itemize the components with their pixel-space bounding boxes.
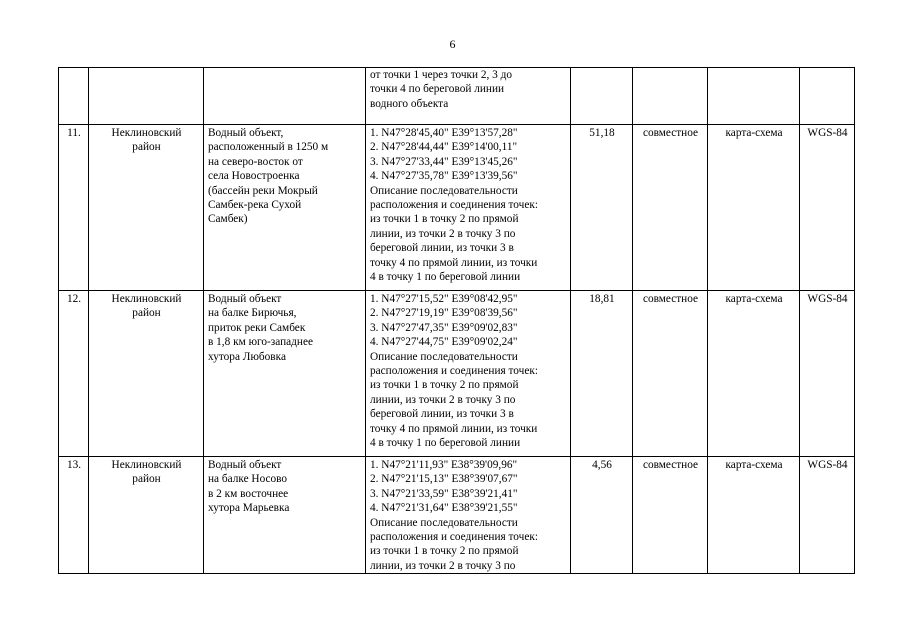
coords-cell bbox=[366, 125, 571, 291]
coords-line: расположения и соединения точек: bbox=[370, 531, 538, 544]
coords-line: расположения и соединения точек: bbox=[370, 199, 538, 212]
water-objects-table bbox=[58, 67, 855, 574]
coords-line: Описание последовательности bbox=[370, 184, 518, 197]
object-line: в 2 км восточнее bbox=[208, 487, 289, 500]
coords-line: точку 4 по прямой линии, из точки bbox=[370, 256, 538, 269]
coords-line: 4 в точку 1 по береговой линии bbox=[370, 271, 521, 284]
coords-line: точки 4 по береговой линии bbox=[370, 83, 505, 96]
map-type-cell: карта-схема bbox=[708, 291, 800, 457]
object-line: приток реки Самбек bbox=[208, 321, 306, 334]
table-row bbox=[59, 457, 855, 574]
coords-line: 2. N47°28'44,44" E39°14'00,11" bbox=[370, 141, 518, 154]
table-row bbox=[59, 291, 855, 457]
num-cell bbox=[59, 68, 89, 125]
object-line: Самбек-река Сухой bbox=[208, 199, 302, 212]
object-cell bbox=[204, 125, 366, 291]
row-number: 12. bbox=[59, 291, 89, 457]
coords-line: линии, из точки 2 в точку 3 по bbox=[370, 559, 516, 572]
coords-line: из точки 1 в точку 2 по прямой bbox=[370, 213, 519, 226]
coords-line: расположения и соединения точек: bbox=[370, 365, 538, 378]
row-number: 13. bbox=[59, 457, 89, 574]
coords-line: точку 4 по прямой линии, из точки bbox=[370, 422, 538, 435]
use-type-cell: совместное bbox=[633, 125, 708, 291]
district-line: район bbox=[132, 141, 161, 154]
coords-cell bbox=[366, 457, 571, 574]
district-cell bbox=[89, 68, 204, 125]
object-line: Водный объект, bbox=[208, 127, 284, 139]
coords-line: 1. N47°28'45,40" E39°13'57,28" bbox=[370, 127, 518, 139]
coords-line: 4 в точку 1 по береговой линии bbox=[370, 437, 521, 450]
coords-line: 2. N47°27'19,19" E39°08'39,56" bbox=[370, 307, 518, 320]
use-type-cell: совместное bbox=[633, 457, 708, 574]
coords-line: из точки 1 в точку 2 по прямой bbox=[370, 545, 519, 558]
use-type-cell bbox=[633, 68, 708, 125]
system-cell: WGS-84 bbox=[800, 457, 855, 574]
table-row bbox=[59, 125, 855, 291]
coords-line: 1. N47°27'15,52" E39°08'42,95" bbox=[370, 293, 518, 305]
area-cell bbox=[571, 68, 633, 125]
coords-line: Описание последовательности bbox=[370, 350, 518, 363]
coords-line: 3. N47°27'47,35" E39°09'02,83" bbox=[370, 321, 518, 334]
area-cell: 51,18 bbox=[571, 125, 633, 291]
coords-line: Описание последовательности bbox=[370, 516, 518, 529]
map-type-cell: карта-схема bbox=[708, 125, 800, 291]
coords-line: 4. N47°21'31,64" E38°39'21,55" bbox=[370, 502, 518, 515]
system-cell: WGS-84 bbox=[800, 125, 855, 291]
coords-line: 3. N47°21'33,59" E38°39'21,41" bbox=[370, 487, 518, 500]
coords-line: береговой линии, из точки 3 в bbox=[370, 408, 514, 421]
row-number: 11. bbox=[59, 125, 89, 291]
object-line: села Новостроенка bbox=[208, 170, 300, 183]
object-line: Водный объект bbox=[208, 293, 282, 305]
map-type-cell bbox=[708, 68, 800, 125]
district-cell bbox=[89, 125, 204, 291]
object-line: Водный объект bbox=[208, 459, 282, 471]
coords-line: 3. N47°27'33,44" E39°13'45,26" bbox=[370, 155, 518, 168]
object-line: расположенный в 1250 м bbox=[208, 141, 329, 154]
coords-line: 1. N47°21'11,93" E38°39'09,96" bbox=[370, 459, 518, 471]
coords-line: из точки 1 в точку 2 по прямой bbox=[370, 379, 519, 392]
coords-line: от точки 1 через точки 2, 3 до bbox=[370, 69, 513, 81]
district-line: Неклиновский bbox=[111, 459, 182, 471]
object-line: в 1,8 км юго-западнее bbox=[208, 336, 313, 349]
district-cell bbox=[89, 457, 204, 574]
coords-line: линии, из точки 2 в точку 3 по bbox=[370, 393, 516, 406]
object-line: Самбек) bbox=[208, 213, 248, 226]
coords-line: 4. N47°27'35,78" E39°13'39,56" bbox=[370, 170, 518, 183]
object-line: хутора Марьевка bbox=[208, 502, 290, 515]
table-row-continuation bbox=[59, 68, 855, 125]
coords-line: 4. N47°27'44,75" E39°09'02,24" bbox=[370, 336, 518, 349]
district-line: район bbox=[132, 307, 161, 320]
object-line: на балке Бирючья, bbox=[208, 307, 297, 320]
coords-line: береговой линии, из точки 3 в bbox=[370, 242, 514, 255]
area-cell: 4,56 bbox=[571, 457, 633, 574]
area-cell: 18,81 bbox=[571, 291, 633, 457]
object-cell bbox=[204, 291, 366, 457]
coords-line: водного объекта bbox=[370, 97, 449, 110]
coords-cell bbox=[366, 291, 571, 457]
district-line: район bbox=[132, 473, 161, 486]
system-cell bbox=[800, 68, 855, 125]
map-type-cell: карта-схема bbox=[708, 457, 800, 574]
system-cell: WGS-84 bbox=[800, 291, 855, 457]
object-cell bbox=[204, 457, 366, 574]
object-line: на балке Носово bbox=[208, 473, 288, 486]
district-line: Неклиновский bbox=[111, 127, 182, 139]
district-cell bbox=[89, 291, 204, 457]
coords-cell bbox=[366, 68, 571, 125]
coords-line: линии, из точки 2 в точку 3 по bbox=[370, 227, 516, 240]
object-cell bbox=[204, 68, 366, 125]
coords-line: 2. N47°21'15,13" E38°39'07,67" bbox=[370, 473, 518, 486]
object-line: хутора Любовка bbox=[208, 350, 286, 363]
page-number: 6 bbox=[449, 37, 456, 51]
object-line: на северо-восток от bbox=[208, 155, 303, 168]
use-type-cell: совместное bbox=[633, 291, 708, 457]
object-line: (бассейн реки Мокрый bbox=[208, 184, 318, 197]
district-line: Неклиновский bbox=[111, 293, 182, 305]
